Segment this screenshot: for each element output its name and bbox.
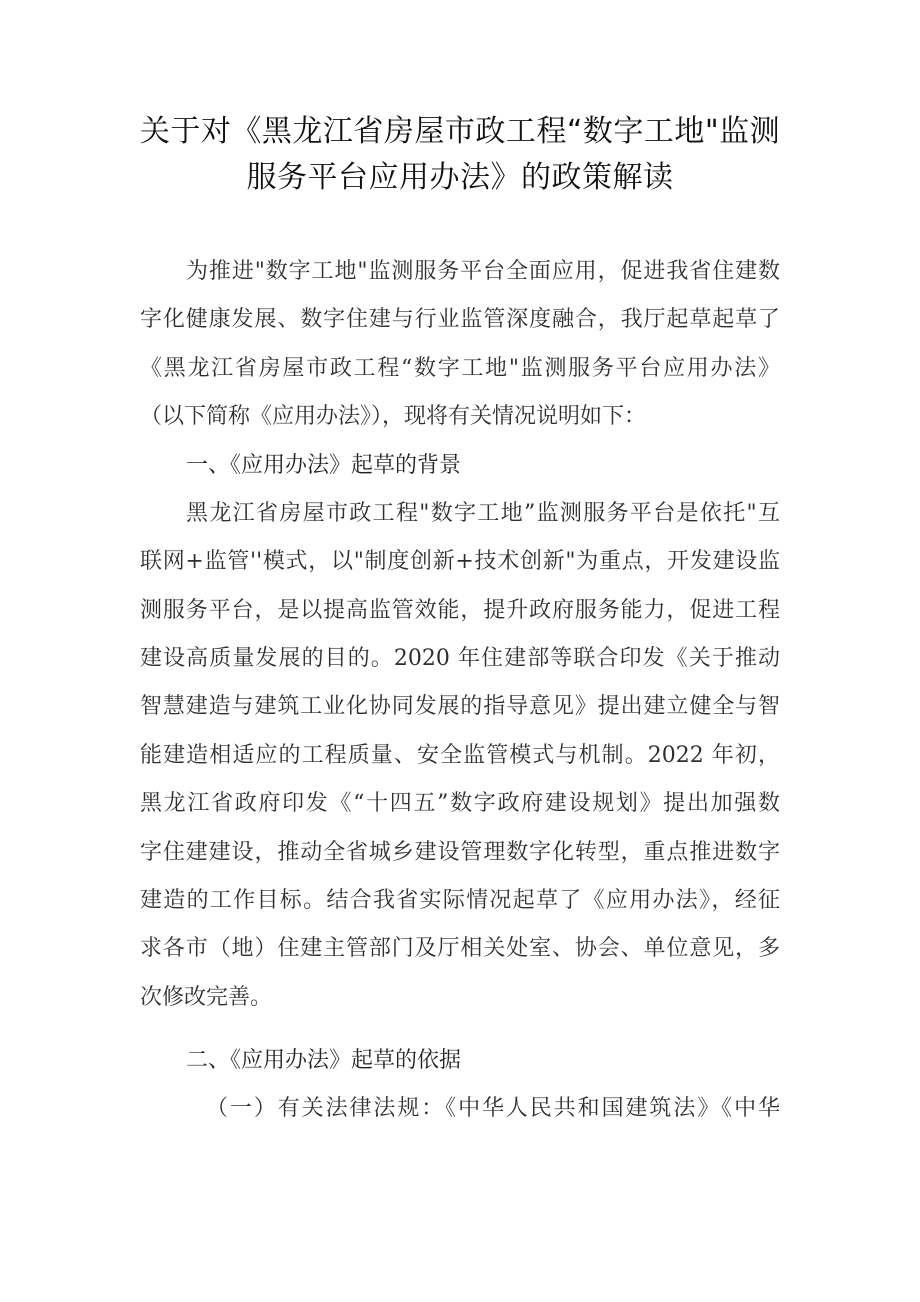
intro-line-2: 字化健康发展、数字住建与行业监管深度融合，我厅起草起草了 [140,307,780,332]
section-1-line-11: 次修改完善。 [140,985,273,1010]
intro-line-1: 为推进"数字工地"监测服务平台全面应用，促进我省住建数 [186,259,780,284]
document-title-line-1: 关于对《黑龙江省房屋市政工程“数字工地"监测 [139,114,781,149]
section-2-line-1: （一）有关法律法规：《中华人民共和国建筑法》《中华 [206,1096,780,1121]
section-1-line-2: 联网+监管''模式，以"制度创新+技术创新"为重点，开发建设监 [140,549,780,574]
intro-line-4: （以下简称《应用办法》），现将有关情况说明如下： [140,404,647,429]
section-1-line-1: 黑龙江省房屋市政工程"数字工地”监测服务平台是依托"互 [186,501,780,526]
section-1-line-10: 求各市（地）住建主管部门及厅相关处室、协会、单位意见，多 [140,936,780,961]
document-title-line-2: 服务平台应用办法》的政策解读 [246,160,674,195]
section-1-line-7: 黑龙江省政府印发《“十四五”数字政府建设规划》提出加强数 [140,791,780,816]
section-2-heading: 二、《应用办法》起草的依据 [186,1048,462,1073]
section-1-line-8: 字住建建设，推动全省城乡建设管理数字化转型，重点推进数字 [140,840,780,865]
section-1-line-4: 建设高质量发展的目的。2020 年住建部等联合印发《关于推动 [140,646,780,671]
section-1-heading: 一、《应用办法》起草的背景 [186,453,462,478]
section-1-line-5: 智慧建造与建筑工业化协同发展的指导意见》提出建立健全与智 [140,694,780,719]
intro-line-3: 《黑龙江省房屋市政工程“数字工地"监测服务平台应用办法》 [140,356,780,381]
section-1-line-6: 能建造相适应的工程质量、安全监管模式与机制。2022 年初， [140,743,780,768]
section-1-line-9: 建造的工作目标。结合我省实际情况起草了《应用办法》，经征 [140,888,780,913]
section-1-line-3: 测服务平台，是以提高监管效能，提升政府服务能力，促进工程 [140,598,780,623]
